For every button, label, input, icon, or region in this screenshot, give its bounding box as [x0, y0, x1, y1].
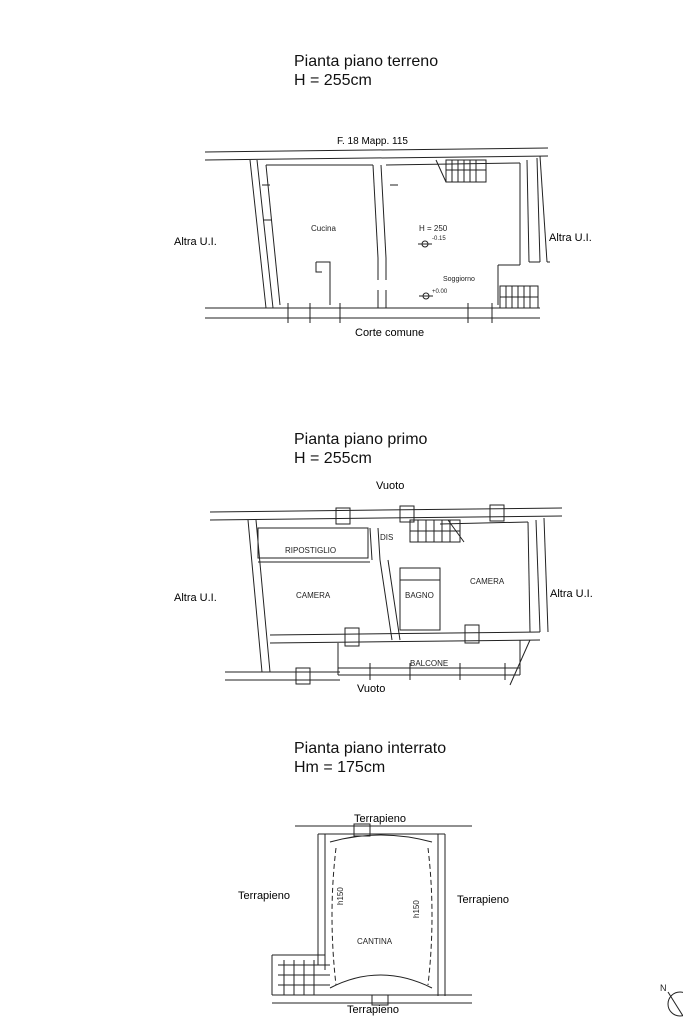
level-label-1: -0.15 — [432, 236, 446, 242]
room-camera-left: CAMERA — [296, 591, 331, 600]
plan-ground-right-label: Altra U.I. — [549, 232, 592, 244]
plan-ground-bottom-label: Corte comune — [355, 327, 425, 339]
plan-ground-top-label: F. 18 Mapp. 115 — [337, 136, 408, 147]
room-bagno: BAGNO — [405, 591, 434, 600]
room-cucina: Cucina — [311, 224, 336, 233]
plan-first-top-label: Vuoto — [376, 480, 405, 492]
room-camera-right: CAMERA — [470, 577, 505, 586]
height-left: h150 — [336, 887, 345, 905]
plan-first-height: H = 255cm — [294, 450, 372, 467]
room-balcone: BALCONE — [410, 659, 449, 668]
compass-north-label: N — [660, 983, 667, 993]
room-ripostiglio: RIPOSTIGLIO — [285, 546, 337, 555]
plan-first-name: Pianta piano primo — [294, 431, 428, 448]
plan-basement-top-label: Terrapieno — [354, 813, 406, 825]
plan-ground-name: Pianta piano terreno — [294, 53, 439, 70]
plan-first-right-label: Altra U.I. — [550, 588, 593, 600]
level-label-2: +0.00 — [432, 289, 448, 295]
plan-first-left-label: Altra U.I. — [174, 592, 217, 604]
plan-basement-left-label: Terrapieno — [238, 890, 290, 902]
room-cantina: CANTINA — [357, 937, 393, 946]
plan-basement-height: Hm = 175cm — [294, 759, 386, 776]
plan-basement-bottom-label: Terrapieno — [347, 1004, 399, 1016]
room-h-label: H = 250 — [419, 224, 448, 233]
plan-first-bottom-label: Vuoto — [357, 683, 386, 695]
plan-basement-right-label: Terrapieno — [457, 894, 509, 906]
plan-ground-height: H = 255cm — [294, 72, 372, 89]
height-right: h150 — [412, 900, 421, 918]
plan-ground-left-label: Altra U.I. — [174, 236, 217, 248]
room-soggiorno: Soggiorno — [443, 276, 475, 283]
room-dis: DIS — [380, 533, 394, 542]
plan-basement-name: Pianta piano interrato — [294, 740, 447, 757]
